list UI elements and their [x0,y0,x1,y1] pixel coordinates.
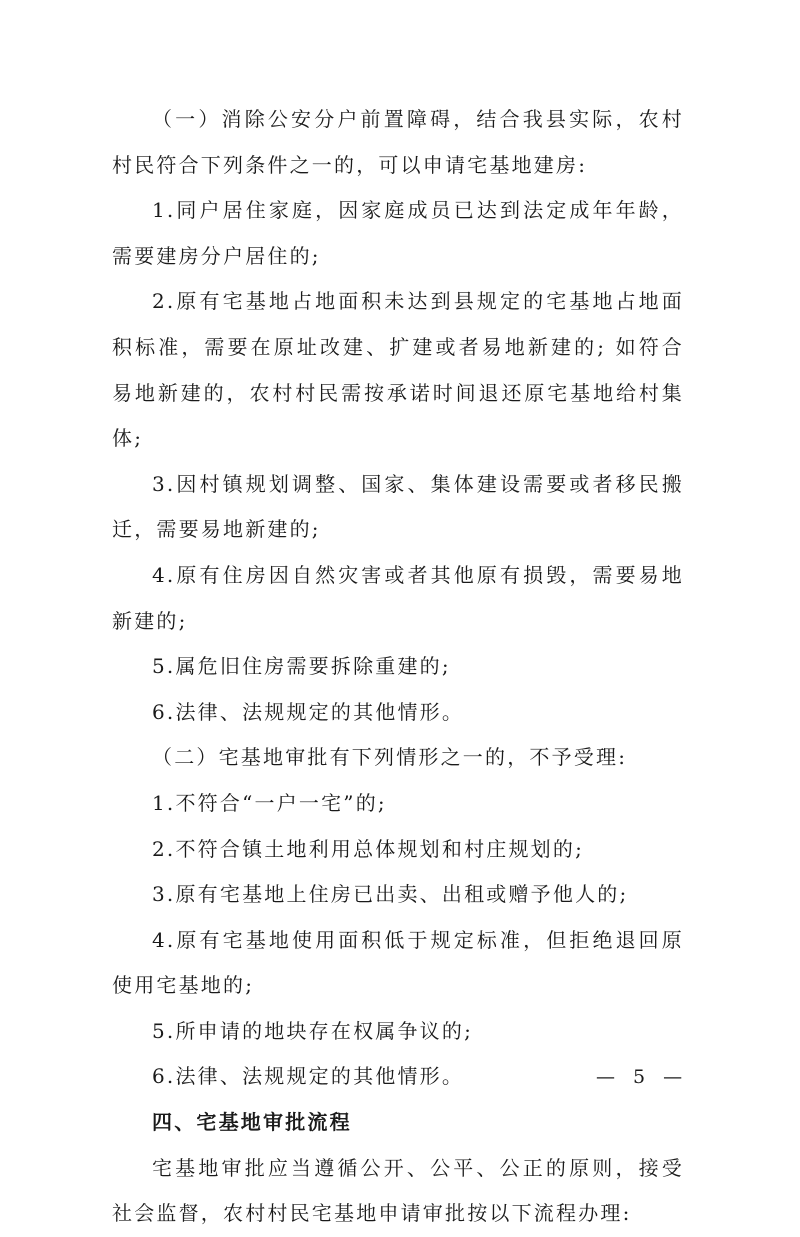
paragraph-8: （二）宅基地审批有下列情形之一的，不予受理: [152,745,628,770]
paragraph-5: 4.原有住房因自然灾害或者其他原有损毁，需要易地新建的; [112,562,684,633]
paragraph-2: 1.同户居住家庭，因家庭成员已达到法定成年年龄，需要建房分户居住的; [112,198,684,268]
paragraph-6: 5.属危旧住房需要拆除重建的; [152,654,451,679]
paragraph-12: 4.原有宅基地使用面积低于规定标准，但拒绝退回原使用宅基地的; [112,927,684,998]
paragraph-11: 3.原有宅基地上住房已出卖、出租或赠予他人的; [152,882,629,907]
paragraph-4: 3.因村镇规划调整、国家、集体建设需要或者移民搬迁，需要易地新建的; [112,471,684,542]
page-number: — 5 — [596,1066,689,1088]
closing-paragraph: 宅基地审批应当遵循公开、公平、公正的原则，接受社会监督，农村村民宅基地申请审批按以下流程办理: [112,1155,684,1226]
paragraph-9: 1.不符合“一户一宅”的; [152,790,387,815]
paragraph-10: 2.不符合镇土地利用总体规划和村庄规划的; [152,836,585,861]
paragraph-3: 2.原有宅基地占地面积未达到县规定的宅基地占地面积标准，需要在原址改建、扩建或者易地新建的; 如符合易地新建的，农村村民需按承诺时间退还原宅基地给村集体; [112,289,684,451]
paragraph-7: 6.法律、法规规定的其他情形。 [152,699,465,724]
section-heading: 四、宅基地审批流程 [152,1110,352,1135]
paragraph-1: （一）消除公安分户前置障碍，结合我县实际，农村村民符合下列条件之一的，可以申请宅基地建房: [112,107,684,177]
paragraph-13: 5.所申请的地块存在权属争议的; [152,1018,474,1043]
paragraph-14: 6.法律、法规规定的其他情形。 [152,1064,465,1089]
